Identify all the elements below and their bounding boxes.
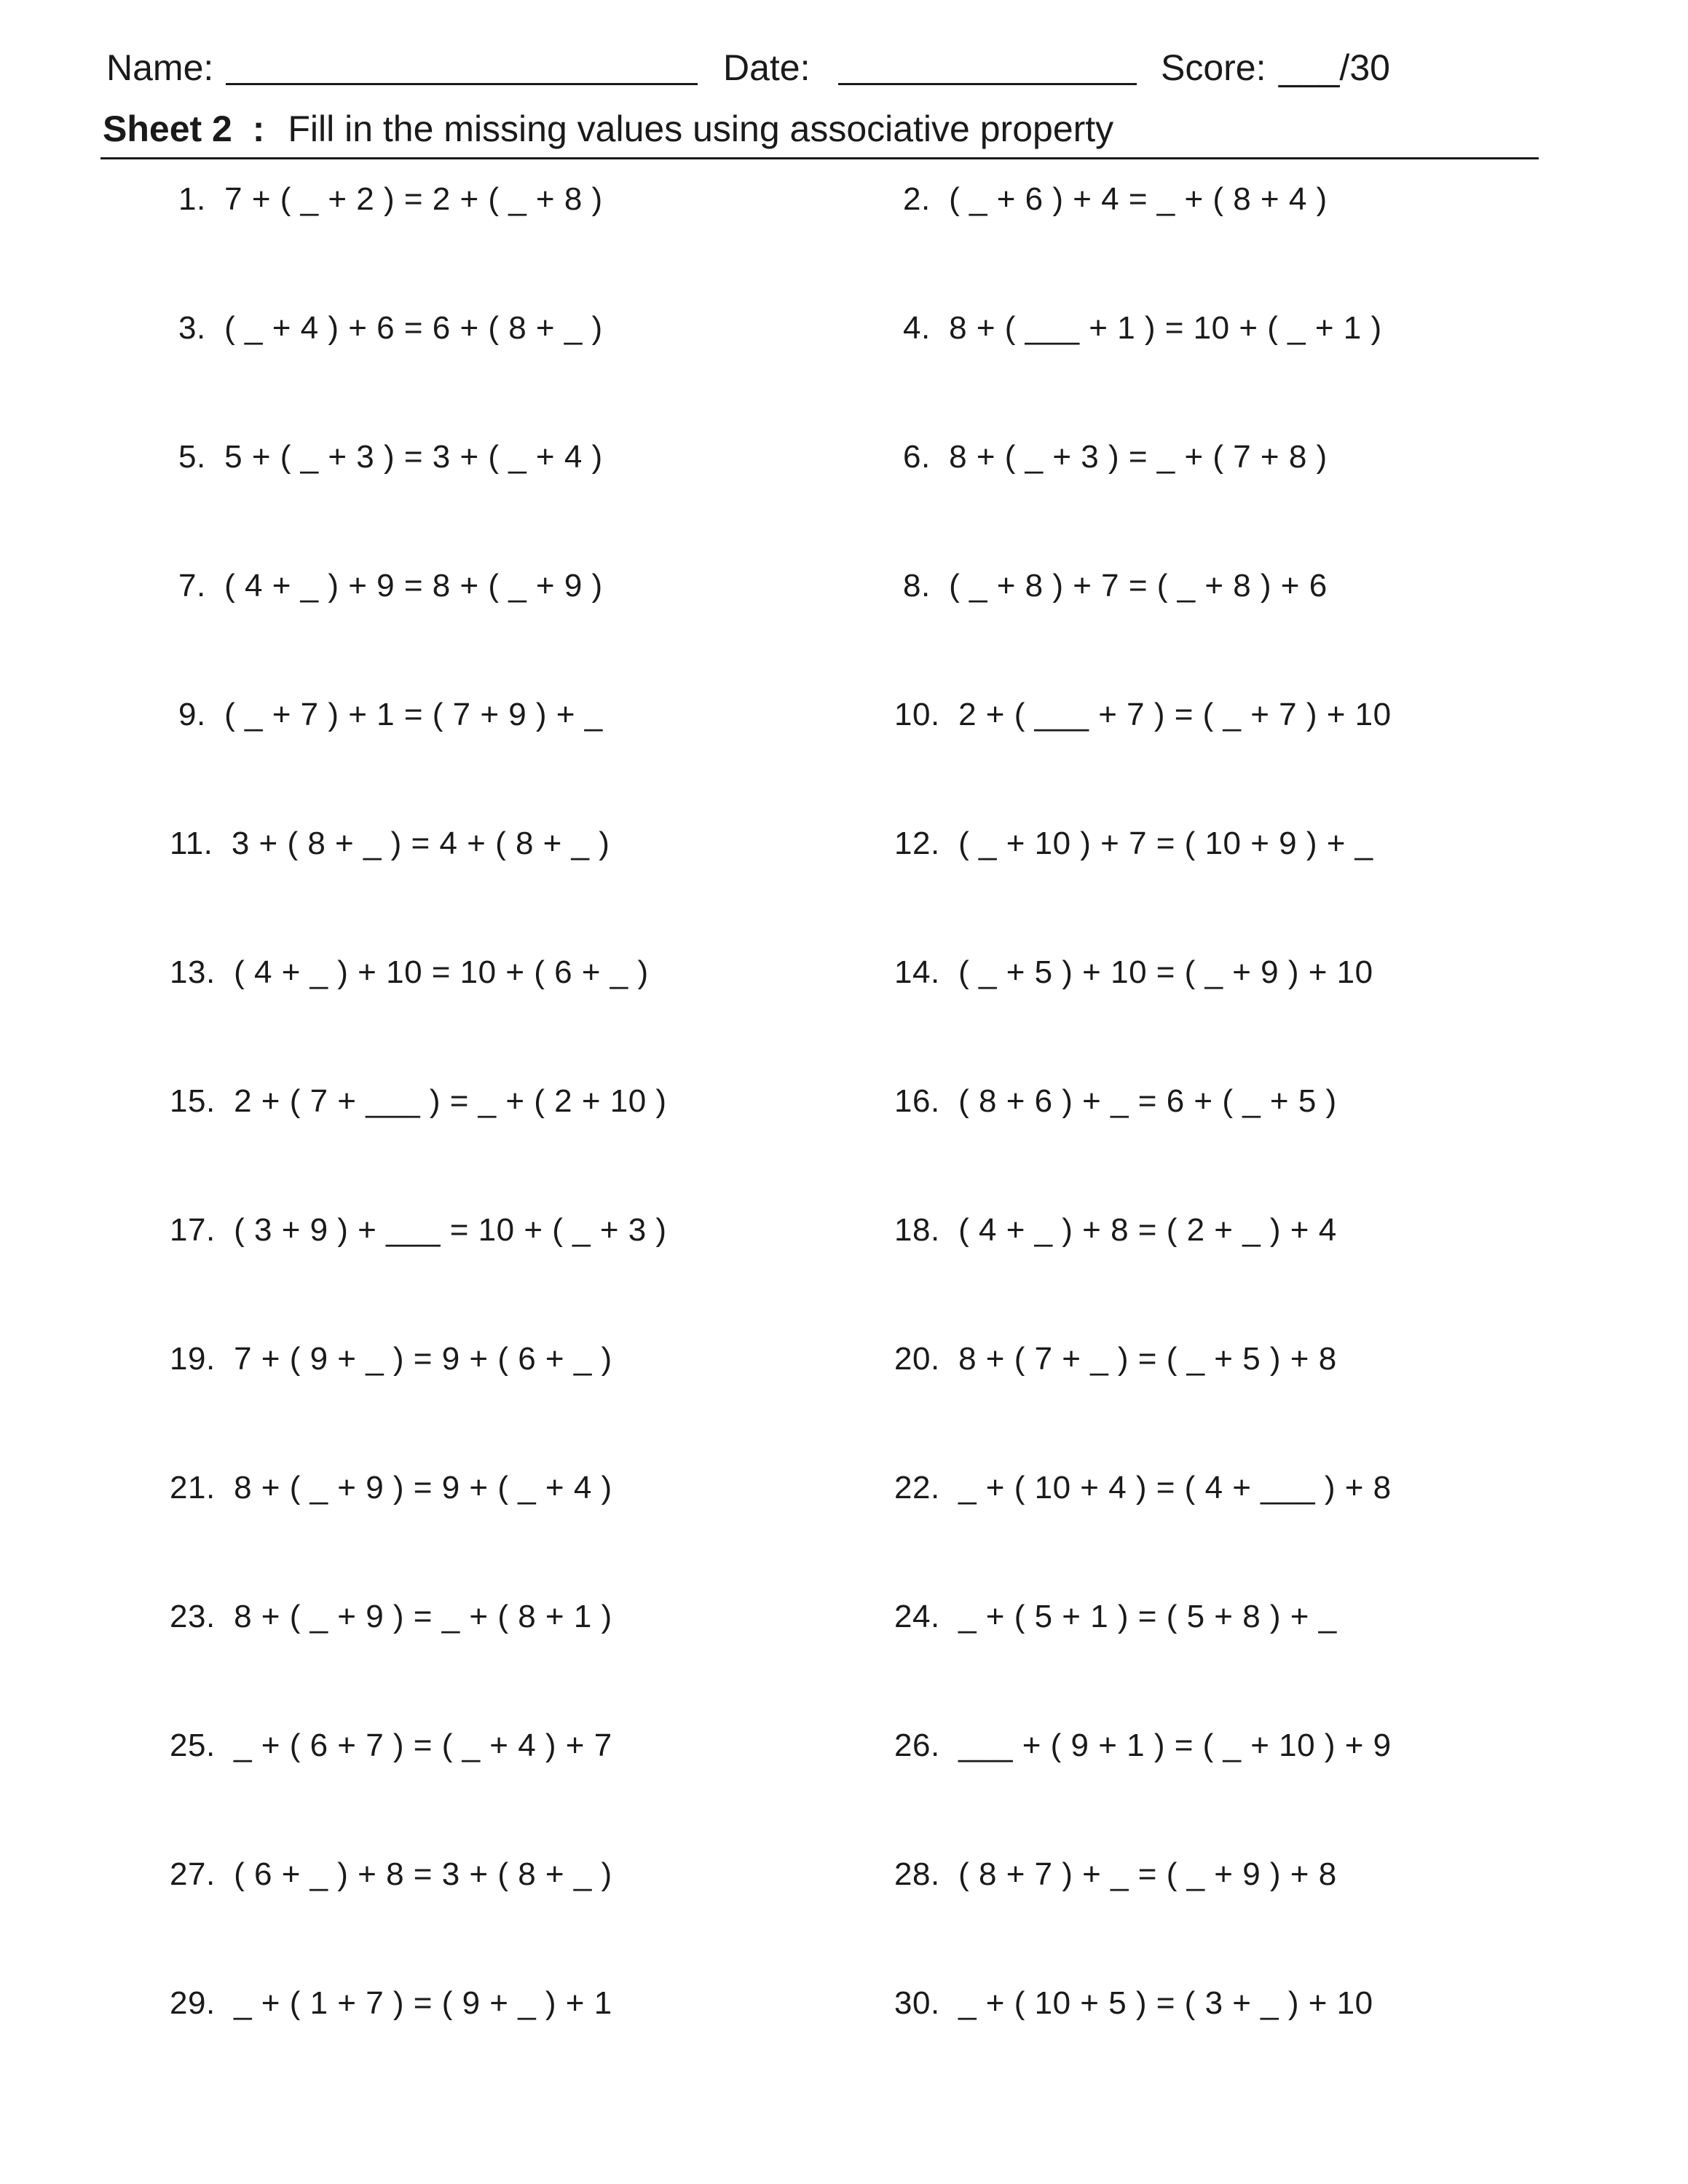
problem-19[interactable]: 19. 7 + ( 9 + _ ) = 9 + ( 6 + _ ) xyxy=(170,1341,612,1377)
score-label: Score: xyxy=(1161,47,1266,88)
title-separator: : xyxy=(252,108,265,149)
problem-9[interactable]: 9. ( _ + 7 ) + 1 = ( 7 + 9 ) + _ xyxy=(178,697,603,732)
problem-5[interactable]: 5. 5 + ( _ + 3 ) = 3 + ( _ + 4 ) xyxy=(178,439,603,475)
problem-10[interactable]: 10. 2 + ( ___ + 7 ) = ( _ + 7 ) + 10 xyxy=(894,697,1392,732)
title-divider xyxy=(100,157,1539,159)
problem-15[interactable]: 15. 2 + ( 7 + ___ ) = _ + ( 2 + 10 ) xyxy=(170,1083,667,1119)
problem-23[interactable]: 23. 8 + ( _ + 9 ) = _ + ( 8 + 1 ) xyxy=(170,1599,612,1634)
problem-21[interactable]: 21. 8 + ( _ + 9 ) = 9 + ( _ + 4 ) xyxy=(170,1470,612,1506)
page-title xyxy=(103,106,1113,152)
problem-8[interactable]: 8. ( _ + 8 ) + 7 = ( _ + 8 ) + 6 xyxy=(903,568,1328,604)
problem-1[interactable]: 1. 7 + ( _ + 2 ) = 2 + ( _ + 8 ) xyxy=(178,181,603,217)
problem-7[interactable]: 7. ( 4 + _ ) + 9 = 8 + ( _ + 9 ) xyxy=(178,568,603,604)
problem-11[interactable]: 11. 3 + ( 8 + _ ) = 4 + ( 8 + _ ) xyxy=(170,826,610,861)
date-field[interactable] xyxy=(838,83,1137,85)
problem-6[interactable]: 6. 8 + ( _ + 3 ) = _ + ( 7 + 8 ) xyxy=(903,439,1328,475)
date-label: Date: xyxy=(723,47,811,88)
name-field[interactable] xyxy=(226,83,698,85)
problem-13[interactable]: 13. ( 4 + _ ) + 10 = 10 + ( 6 + _ ) xyxy=(170,954,649,990)
problem-17[interactable]: 17. ( 3 + 9 ) + ___ = 10 + ( _ + 3 ) xyxy=(170,1212,667,1248)
worksheet-header xyxy=(106,42,1563,93)
problem-30[interactable]: 30. _ + ( 10 + 5 ) = ( 3 + _ ) + 10 xyxy=(894,1985,1373,2021)
problem-22[interactable]: 22. _ + ( 10 + 4 ) = ( 4 + ___ ) + 8 xyxy=(894,1470,1392,1506)
problem-18[interactable]: 18. ( 4 + _ ) + 8 = ( 2 + _ ) + 4 xyxy=(894,1212,1337,1248)
instruction-text: Fill in the missing values using associative property xyxy=(288,108,1114,149)
problem-26[interactable]: 26. ___ + ( 9 + 1 ) = ( _ + 10 ) + 9 xyxy=(894,1728,1392,1763)
problem-24[interactable]: 24. _ + ( 5 + 1 ) = ( 5 + 8 ) + _ xyxy=(894,1599,1337,1634)
sheet-label: Sheet 2 xyxy=(103,108,232,149)
name-label: Name: xyxy=(106,47,214,88)
problem-16[interactable]: 16. ( 8 + 6 ) + _ = 6 + ( _ + 5 ) xyxy=(894,1083,1337,1119)
problem-12[interactable]: 12. ( _ + 10 ) + 7 = ( 10 + 9 ) + _ xyxy=(894,826,1373,861)
problem-29[interactable]: 29. _ + ( 1 + 7 ) = ( 9 + _ ) + 1 xyxy=(170,1985,612,2021)
score-value[interactable]: ___/30 xyxy=(1279,47,1390,88)
problem-14[interactable]: 14. ( _ + 5 ) + 10 = ( _ + 9 ) + 10 xyxy=(894,954,1373,990)
problem-2[interactable]: 2. ( _ + 6 ) + 4 = _ + ( 8 + 4 ) xyxy=(903,181,1328,217)
problem-27[interactable]: 27. ( 6 + _ ) + 8 = 3 + ( 8 + _ ) xyxy=(170,1856,612,1892)
problem-4[interactable]: 4. 8 + ( ___ + 1 ) = 10 + ( _ + 1 ) xyxy=(903,310,1382,346)
problem-20[interactable]: 20. 8 + ( 7 + _ ) = ( _ + 5 ) + 8 xyxy=(894,1341,1337,1377)
problem-28[interactable]: 28. ( 8 + 7 ) + _ = ( _ + 9 ) + 8 xyxy=(894,1856,1337,1892)
problem-25[interactable]: 25. _ + ( 6 + 7 ) = ( _ + 4 ) + 7 xyxy=(170,1728,612,1763)
problem-3[interactable]: 3. ( _ + 4 ) + 6 = 6 + ( 8 + _ ) xyxy=(178,310,603,346)
